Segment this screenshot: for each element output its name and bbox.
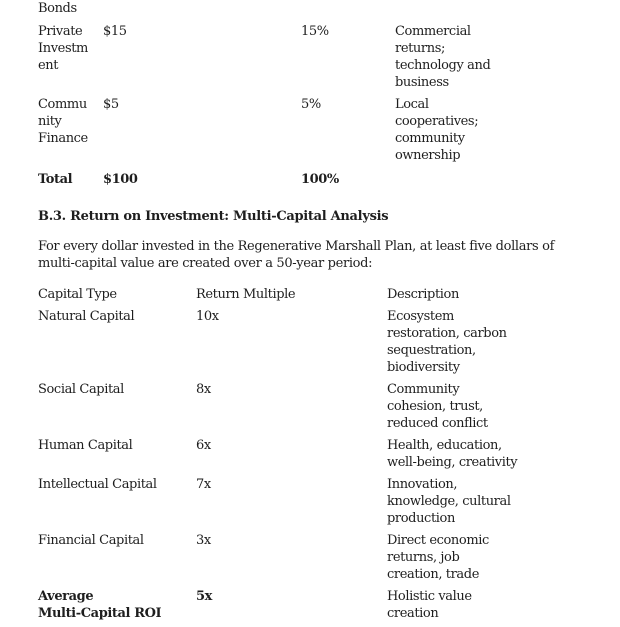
column-header-description: Description xyxy=(387,287,459,302)
capital-type: Human Capital xyxy=(38,438,133,453)
funding-purpose: Commercial returns; technology and business xyxy=(395,24,491,90)
funding-source: Bonds xyxy=(38,1,77,16)
capital-description: Ecosystem restoration, carbon sequestration, biodiversity xyxy=(387,309,507,375)
funding-amount: $15 xyxy=(103,24,127,39)
funding-share: 5% xyxy=(301,97,321,112)
funding-amount: $5 xyxy=(103,97,119,112)
capital-description: Direct economic returns, job creation, trade xyxy=(387,533,489,582)
funding-source: Commu nity Finance xyxy=(38,97,88,146)
return-multiple: 8x xyxy=(196,382,211,397)
column-header-capital-type: Capital Type xyxy=(38,287,117,302)
funding-purpose: Local cooperatives; community ownership xyxy=(395,97,479,163)
summary-label: Average Multi-Capital ROI xyxy=(38,589,162,621)
capital-description: Health, education, well-being, creativity xyxy=(387,438,518,470)
return-multiple: 3x xyxy=(196,533,211,548)
capital-type: Social Capital xyxy=(38,382,124,397)
capital-type: Intellectual Capital xyxy=(38,477,157,492)
capital-type: Financial Capital xyxy=(38,533,144,548)
return-multiple: 10x xyxy=(196,309,219,324)
funding-share: 15% xyxy=(301,24,329,39)
section-heading: B.3. Return on Investment: Multi-Capital Analysis xyxy=(38,209,389,224)
return-multiple: 7x xyxy=(196,477,211,492)
funding-source: Private Investm ent xyxy=(38,24,88,73)
summary-multiple: 5x xyxy=(196,589,212,604)
capital-description: Innovation, knowledge, cultural production xyxy=(387,477,511,526)
summary-description: Holistic value creation xyxy=(387,589,472,621)
return-multiple: 6x xyxy=(196,438,211,453)
column-header-return-multiple: Return Multiple xyxy=(196,287,296,302)
section-intro: For every dollar invested in the Regenerative Marshall Plan, at least five dollars of multi-capital value are created over a 50-year period: xyxy=(38,239,555,271)
total-amount: $100 xyxy=(103,172,138,187)
total-share: 100% xyxy=(301,172,339,187)
total-label: Total xyxy=(38,172,73,187)
capital-type: Natural Capital xyxy=(38,309,135,324)
capital-description: Community cohesion, trust, reduced conflict xyxy=(387,382,488,431)
